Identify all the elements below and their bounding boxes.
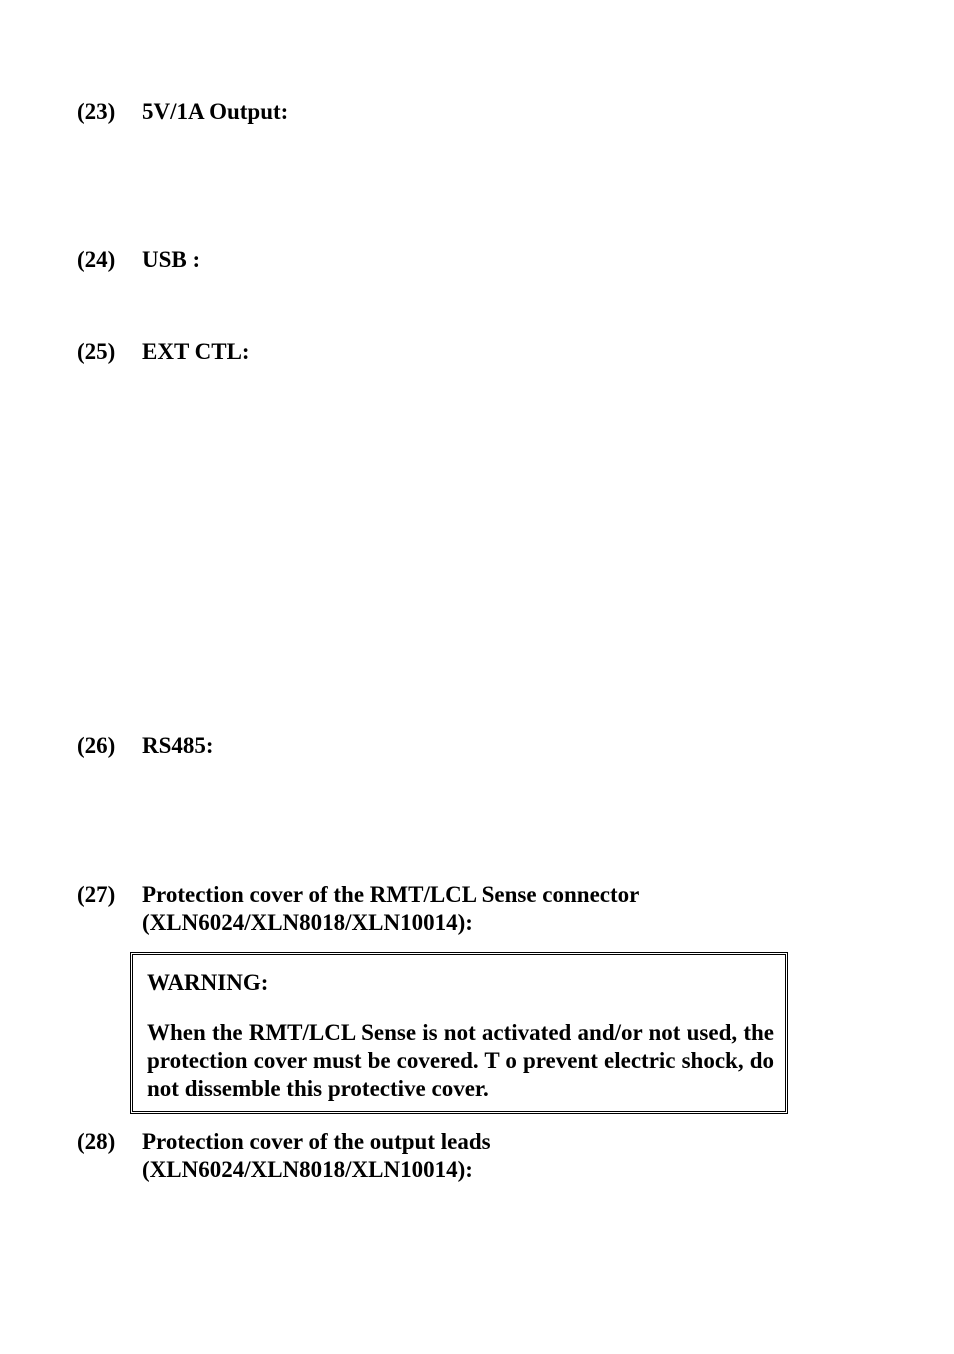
section-number: (25)	[77, 339, 116, 364]
section-title-line: Protection cover of the output leads	[142, 1129, 491, 1154]
warning-box	[130, 952, 788, 1114]
warning-text: When the RMT/LCL Sense is not activated and/or not used, the protection cover must be covered. T o prevent electric shock, do not dissemble this protective cover.	[147, 1020, 774, 1101]
section-title-line: Protection cover of the RMT/LCL Sense connector	[142, 882, 640, 907]
section-title	[142, 881, 639, 937]
section-number: (24)	[77, 247, 116, 272]
section-number: (26)	[77, 733, 116, 758]
section-number: (23)	[77, 99, 116, 124]
section-title: USB :	[142, 247, 201, 272]
section-title-line: (XLN6024/XLN8018/XLN10014):	[142, 910, 473, 935]
section-number: (28)	[77, 1129, 116, 1154]
section-title-line: (XLN6024/XLN8018/XLN10014):	[142, 1157, 473, 1182]
section-number: (27)	[77, 882, 116, 907]
warning-heading: WARNING:	[147, 970, 269, 995]
section-title: EXT CTL:	[142, 339, 250, 364]
section-title: RS485:	[142, 733, 214, 758]
section-title: 5V/1A Output:	[142, 99, 289, 124]
section-title	[142, 1128, 491, 1184]
warning-content	[147, 969, 774, 1103]
